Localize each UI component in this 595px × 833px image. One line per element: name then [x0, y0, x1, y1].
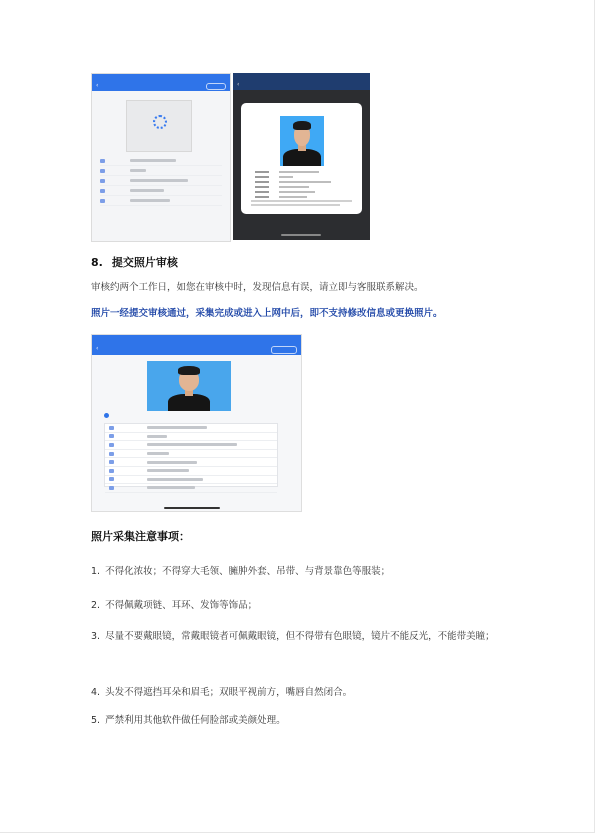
row-icon — [100, 169, 105, 173]
info-row — [100, 166, 222, 176]
screenshot-under-review — [91, 334, 302, 512]
success-modal — [241, 103, 362, 214]
row-icon — [109, 434, 114, 438]
loading-spinner-icon — [153, 115, 167, 129]
notes-title: 照片采集注意事项： — [91, 530, 190, 543]
info-list — [100, 156, 222, 206]
row-icon — [109, 469, 114, 473]
row-icon — [100, 179, 105, 183]
back-icon: ‹ — [96, 345, 99, 352]
portrait-photo — [280, 116, 324, 166]
info-row — [100, 156, 222, 166]
info-row — [105, 476, 277, 485]
info-row — [105, 450, 277, 459]
modal-note-line — [251, 204, 340, 206]
back-icon: ‹ — [96, 82, 99, 89]
status-bar — [233, 73, 370, 80]
warning-text: 照片一经提交审核通过，采集完成或进入上网中后，即不支持修改信息或更换照片。 — [91, 308, 443, 319]
nav-bar — [92, 80, 230, 91]
info-row — [105, 424, 277, 433]
row-icon — [109, 477, 114, 481]
screenshot-upload-success — [233, 73, 370, 240]
note-item: 1. 不得化浓妆；不得穿大毛领、臃肿外套、吊带、与背景靠色等服装； — [91, 566, 391, 577]
section-number: 8. — [91, 256, 103, 269]
row-icon — [109, 452, 114, 456]
modal-info — [255, 169, 349, 199]
menu-capsule-icon — [271, 346, 297, 354]
row-icon — [109, 486, 114, 490]
info-row — [100, 186, 222, 196]
portrait-photo — [147, 361, 231, 411]
row-icon — [109, 443, 114, 447]
review-description: 审核约两个工作日，如您在审核中时，发现信息有误，请立即与客服联系解决。 — [91, 282, 424, 293]
status-dot-icon — [104, 413, 109, 418]
row-icon — [109, 426, 114, 430]
info-row — [100, 196, 222, 206]
row-icon — [109, 460, 114, 464]
photo-upload-box — [126, 100, 192, 152]
nav-bar — [233, 80, 370, 90]
info-row — [105, 441, 277, 450]
section-heading — [91, 254, 178, 270]
note-item: 5. 严禁利用其他软件做任何脸部或美颜处理。 — [91, 715, 286, 726]
menu-capsule-icon — [206, 83, 226, 90]
nav-bar — [92, 343, 301, 355]
back-icon: ‹ — [237, 81, 240, 88]
info-row — [105, 458, 277, 467]
info-card — [104, 423, 278, 487]
row-icon — [100, 159, 105, 163]
note-item: 3. 尽量不要戴眼镜，常戴眼镜者可佩戴眼镜，但不得带有色眼镜，镜片不能反光，不能带美瞳； — [91, 631, 495, 642]
info-row — [105, 467, 277, 476]
section-title: 提交照片审核 — [111, 256, 178, 269]
status-bar — [92, 335, 301, 343]
note-item: 4. 头发不得遮挡耳朵和眉毛；双眼平视前方，嘴唇自然闭合。 — [91, 687, 353, 698]
info-row — [105, 484, 277, 493]
row-icon — [100, 189, 105, 193]
info-row — [105, 433, 277, 442]
note-item: 2. 不得佩戴项链、耳环、发饰等饰品； — [91, 600, 258, 611]
home-indicator — [164, 507, 220, 509]
review-status — [104, 413, 113, 418]
info-row — [100, 176, 222, 186]
modal-note-line — [251, 200, 352, 202]
screenshot-uploading — [91, 73, 231, 242]
home-indicator — [281, 234, 321, 236]
row-icon — [100, 199, 105, 203]
